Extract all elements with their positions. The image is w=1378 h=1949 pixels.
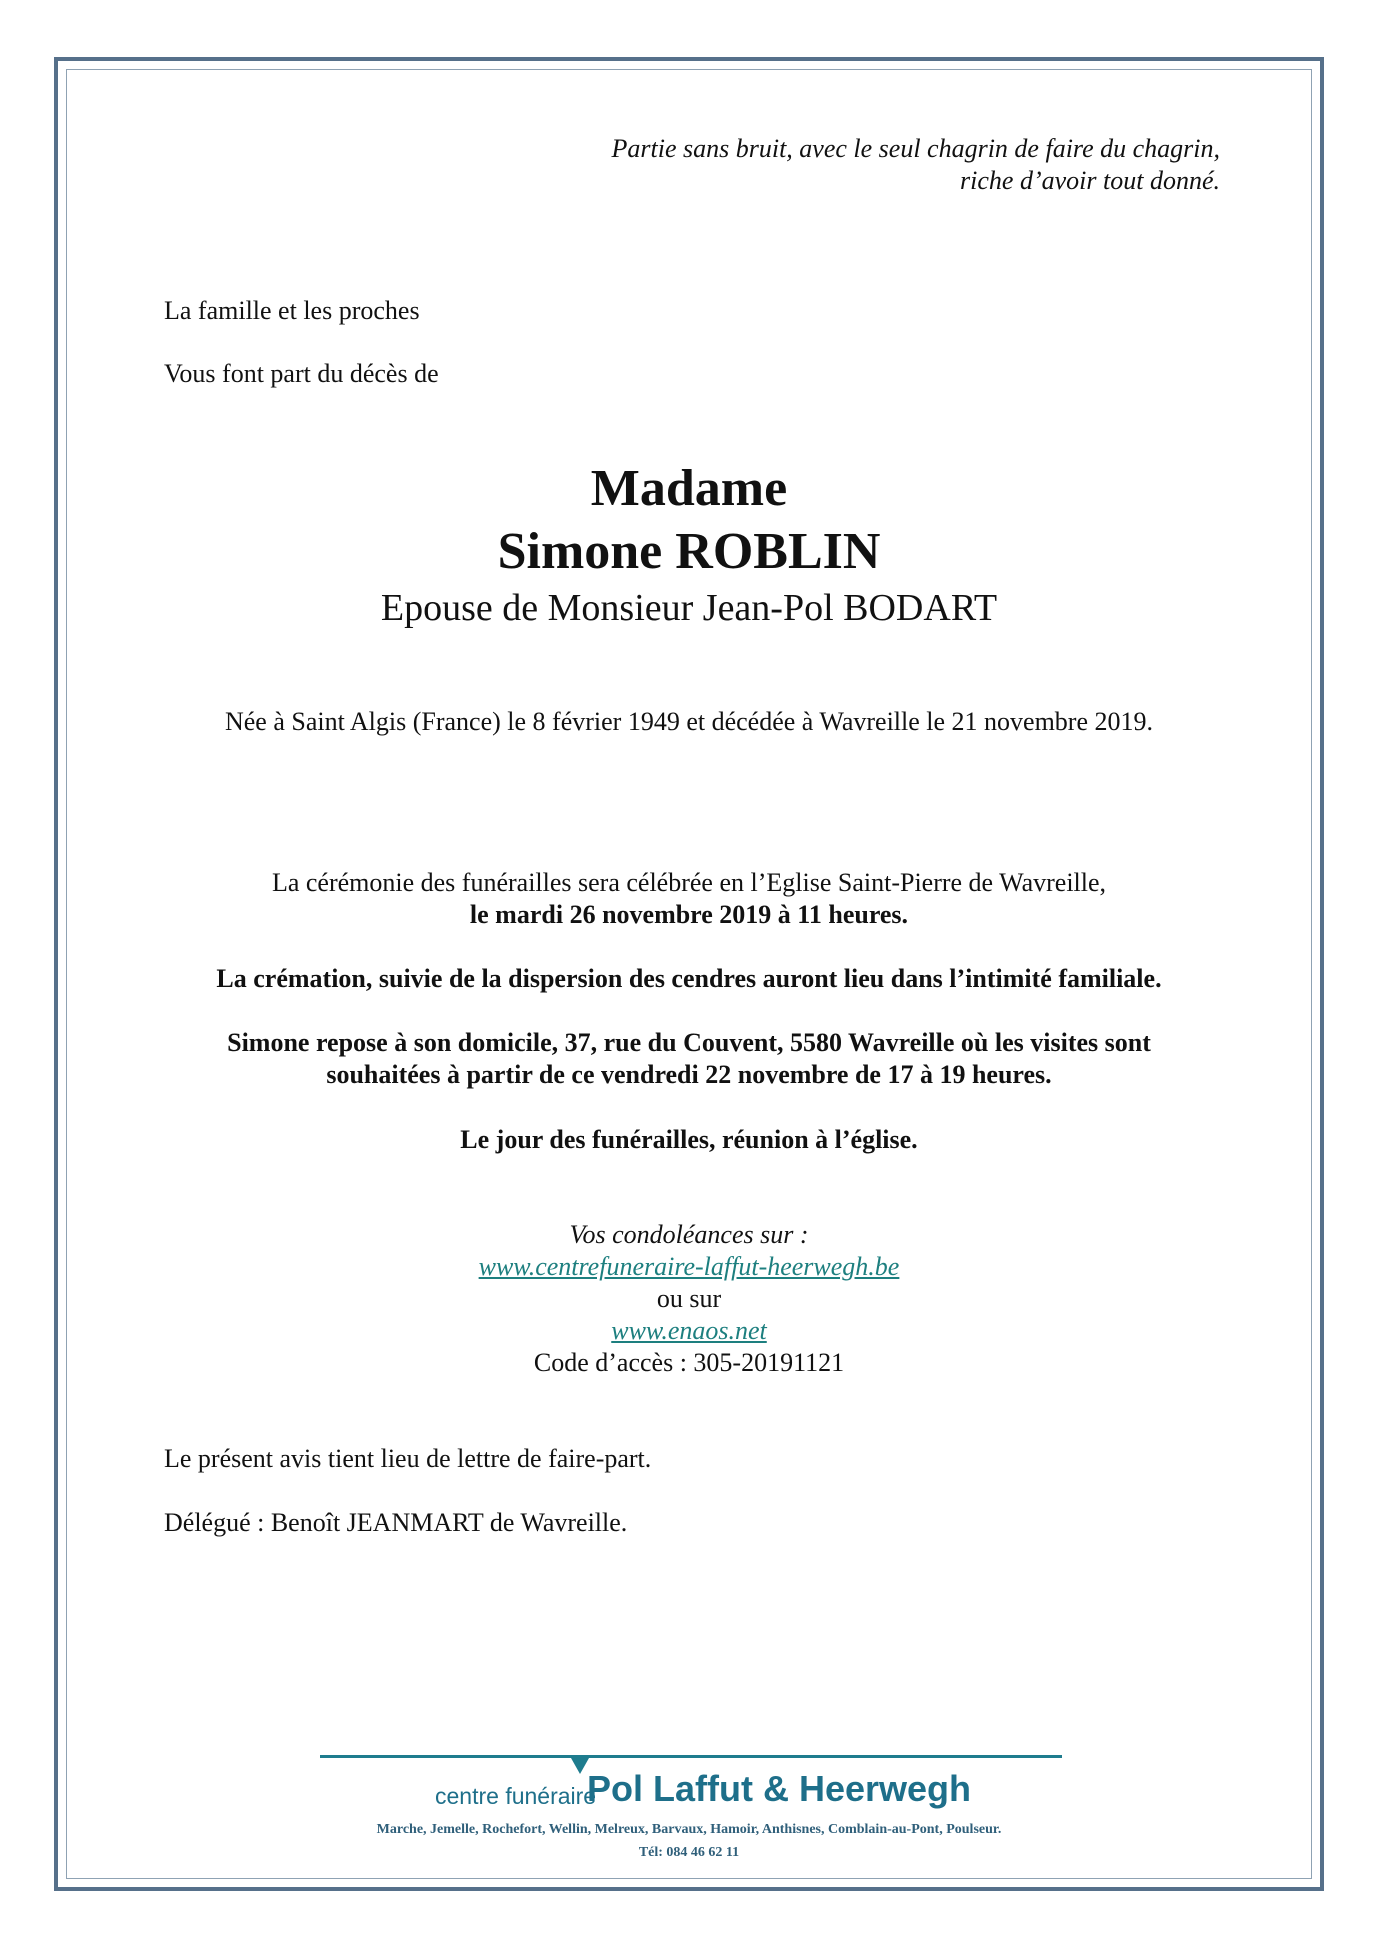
condolences-label: Vos condoléances sur : xyxy=(569,1220,809,1249)
condolences-link-enaos[interactable]: www.enaos.net xyxy=(611,1316,767,1345)
family-intro: La famille et les proches xyxy=(164,296,420,325)
logo-locations: Marche, Jemelle, Rochefort, Wellin, Melreux, Barvaux, Hamoir, Anthisnes, Comblain-au-Pont, Poulseur. xyxy=(376,1822,1002,1837)
logo-company-name: Pol Laffut & Heerwegh xyxy=(587,1768,972,1809)
ceremony-line-1: La cérémonie des funérailles sera célébrée en l’Eglise Saint-Pierre de Wavreille, xyxy=(271,868,1107,897)
birth-death-line: Née à Saint Algis (France) le 8 février 1949 et décédée à Wavreille le 21 novembre 2019. xyxy=(224,707,1153,736)
delegate-line: Délégué : Benoît JEANMART de Wavreille. xyxy=(164,1508,628,1537)
condolences-or: ou sur xyxy=(656,1284,722,1313)
access-code: Code d’accès : 305-20191121 xyxy=(533,1348,845,1377)
visits-line-2: souhaitées à partir de ce vendredi 22 novembre de 17 à 19 heures. xyxy=(326,1060,1052,1089)
deceased-title: Madame xyxy=(590,460,788,517)
meeting-line: Le jour des funérailles, réunion à l’église. xyxy=(460,1125,918,1154)
announcement: Vous font part du décès de xyxy=(164,359,439,388)
ceremony-date: le mardi 26 novembre 2019 à 11 heures. xyxy=(469,900,909,929)
logo-small-text: centre funéraire xyxy=(435,1783,597,1809)
cremation-line: La crémation, suivie de la dispersion des cendres auront lieu dans l’intimité familiale. xyxy=(216,964,1162,993)
epigraph-line-2: riche d’avoir tout donné. xyxy=(960,166,1220,195)
notice-line: Le présent avis tient lieu de lettre de faire-part. xyxy=(164,1444,652,1473)
condolences-link-laffut[interactable]: www.centrefuneraire-laffut-heerwegh.be xyxy=(478,1252,900,1281)
deceased-name: Simone ROBLIN xyxy=(497,523,881,580)
epigraph-line-1: Partie sans bruit, avec le seul chagrin de faire du chagrin, xyxy=(611,134,1220,163)
logo-rule xyxy=(320,1755,1062,1758)
logo-phone: Tél: 084 46 62 11 xyxy=(638,1845,740,1860)
visits-line-1: Simone repose à son domicile, 37, rue du Couvent, 5580 Wavreille où les visites sont xyxy=(227,1028,1151,1057)
spouse-line: Epouse de Monsieur Jean-Pol BODART xyxy=(380,587,998,629)
